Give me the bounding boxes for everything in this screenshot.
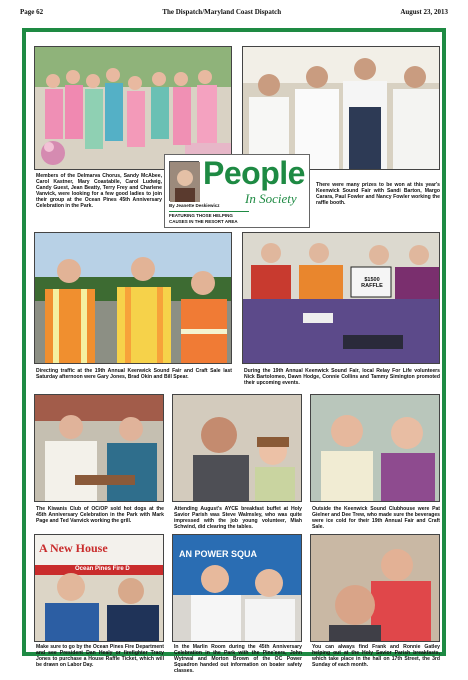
photo-breakfast-buffet [172,394,302,502]
caption-relay-for-life: During the 19th Annual Keenwick Sound Fair, local Relay For Life volunteers Nick Bartolomeo, Dawn Hodge, Connie Collins and Tammy Simington promoted their upcoming events. [244,368,440,386]
photo-holy-savior-gatley [310,534,440,642]
photo-raffle-booth [242,46,440,170]
feature-title: People [203,155,305,191]
caption-traffic-directors: Directing traffic at the 19th Annual Keenwick Sound Fair and Craft Sale last Saturday afternoon were Gary Jones, Brad Okin and Bill Spear. [36,368,232,380]
photo-fire-department [34,534,164,642]
power-squadron-sign: AN POWER SQUA [179,549,258,559]
photo-power-squadron [172,534,302,642]
tagline: FEATURING THOSE HELPING CAUSES IN THE RESORT AREA [169,211,249,224]
byline: By Jeanette Deskiewicz [169,203,220,208]
page-header [20,6,448,18]
photo-kiwanis-grill [34,394,164,502]
caption-raffle-booth: There were many prizes to be won at this year's Keenwick Sound Fair with Sandi Barton, Margo Carara, Paul Fowler and Nancy Fowler working the raffle booth. [316,182,440,206]
issue-date: August 23, 2013 [400,8,448,16]
photo-chorus [34,46,232,170]
caption-kiwanis-grill: The Kiwanis Club of OC/OP sold hot dogs at the 45th Anniversary Celebration in the Park with Mark Page and Ted Vanvick working the grill. [36,506,164,524]
caption-power-squadron: In the Marlin Room during the 45th Anniversary Celebration in the Park with the Pine'eers, John Wytrwal and Morton Brown of the OC Power Squadron handed out information on boater safety classes. [174,644,302,674]
feature-subtitle: In Society [245,191,297,206]
raffle-sign-text: $1500 RAFFLE [361,277,383,289]
banner-text-2: Ocean Pines Fire D [75,566,130,572]
caption-chorus: Members of the Delmarva Chorus, Sandy McAbee, Carol Kastner, Mary Coastabile, Carol Ludwig, Candy Guest, Jean Beatty, Terry Frey and Charlene Vanvick, were looking for a few good ladies to join their group at the Ocean Pines 45th Anniversary Celebration in the Park. [36,173,162,209]
publication-name: The Dispatch/Maryland Coast Dispatch [162,8,282,16]
page-frame [22,28,446,674]
caption-clubhouse-beverages: Outside the Keenwick Sound Clubhouse were Pat Gielner and Dee Trew, who made sure the beverages were ice cold for their 19th Annual Fair and Craft Sale. [312,506,440,530]
banner-text: A New House [39,541,108,555]
caption-holy-savior-gatley: You can always find Frank and Ronnie Gatley helping out at the Holy Savior Parish breakfasts, which take place in the hall on 17th Street, the 3rd Sunday of each month. [312,644,440,668]
page-number: Page 62 [20,8,44,16]
feature-title-box [164,154,310,228]
caption-breakfast-buffet: Attending August's AYCE breakfast buffet at Holy Savior Parish was Steve Walmsley, who was quite impressed with the job young volunteer, Miah Schwind, did clearing the tables. [174,506,302,530]
photo-traffic-directors [34,232,232,364]
photo-clubhouse-beverages [310,394,440,502]
photo-relay-for-life [242,232,440,364]
caption-fire-department: Make sure to go by the Ocean Pines Fire Department and see President Dan Healy or firefighter Tracy Jones to purchase a House Raffle Ticket, which will be drawn on Labor Day. [36,644,164,668]
columnist-photo [169,161,199,201]
